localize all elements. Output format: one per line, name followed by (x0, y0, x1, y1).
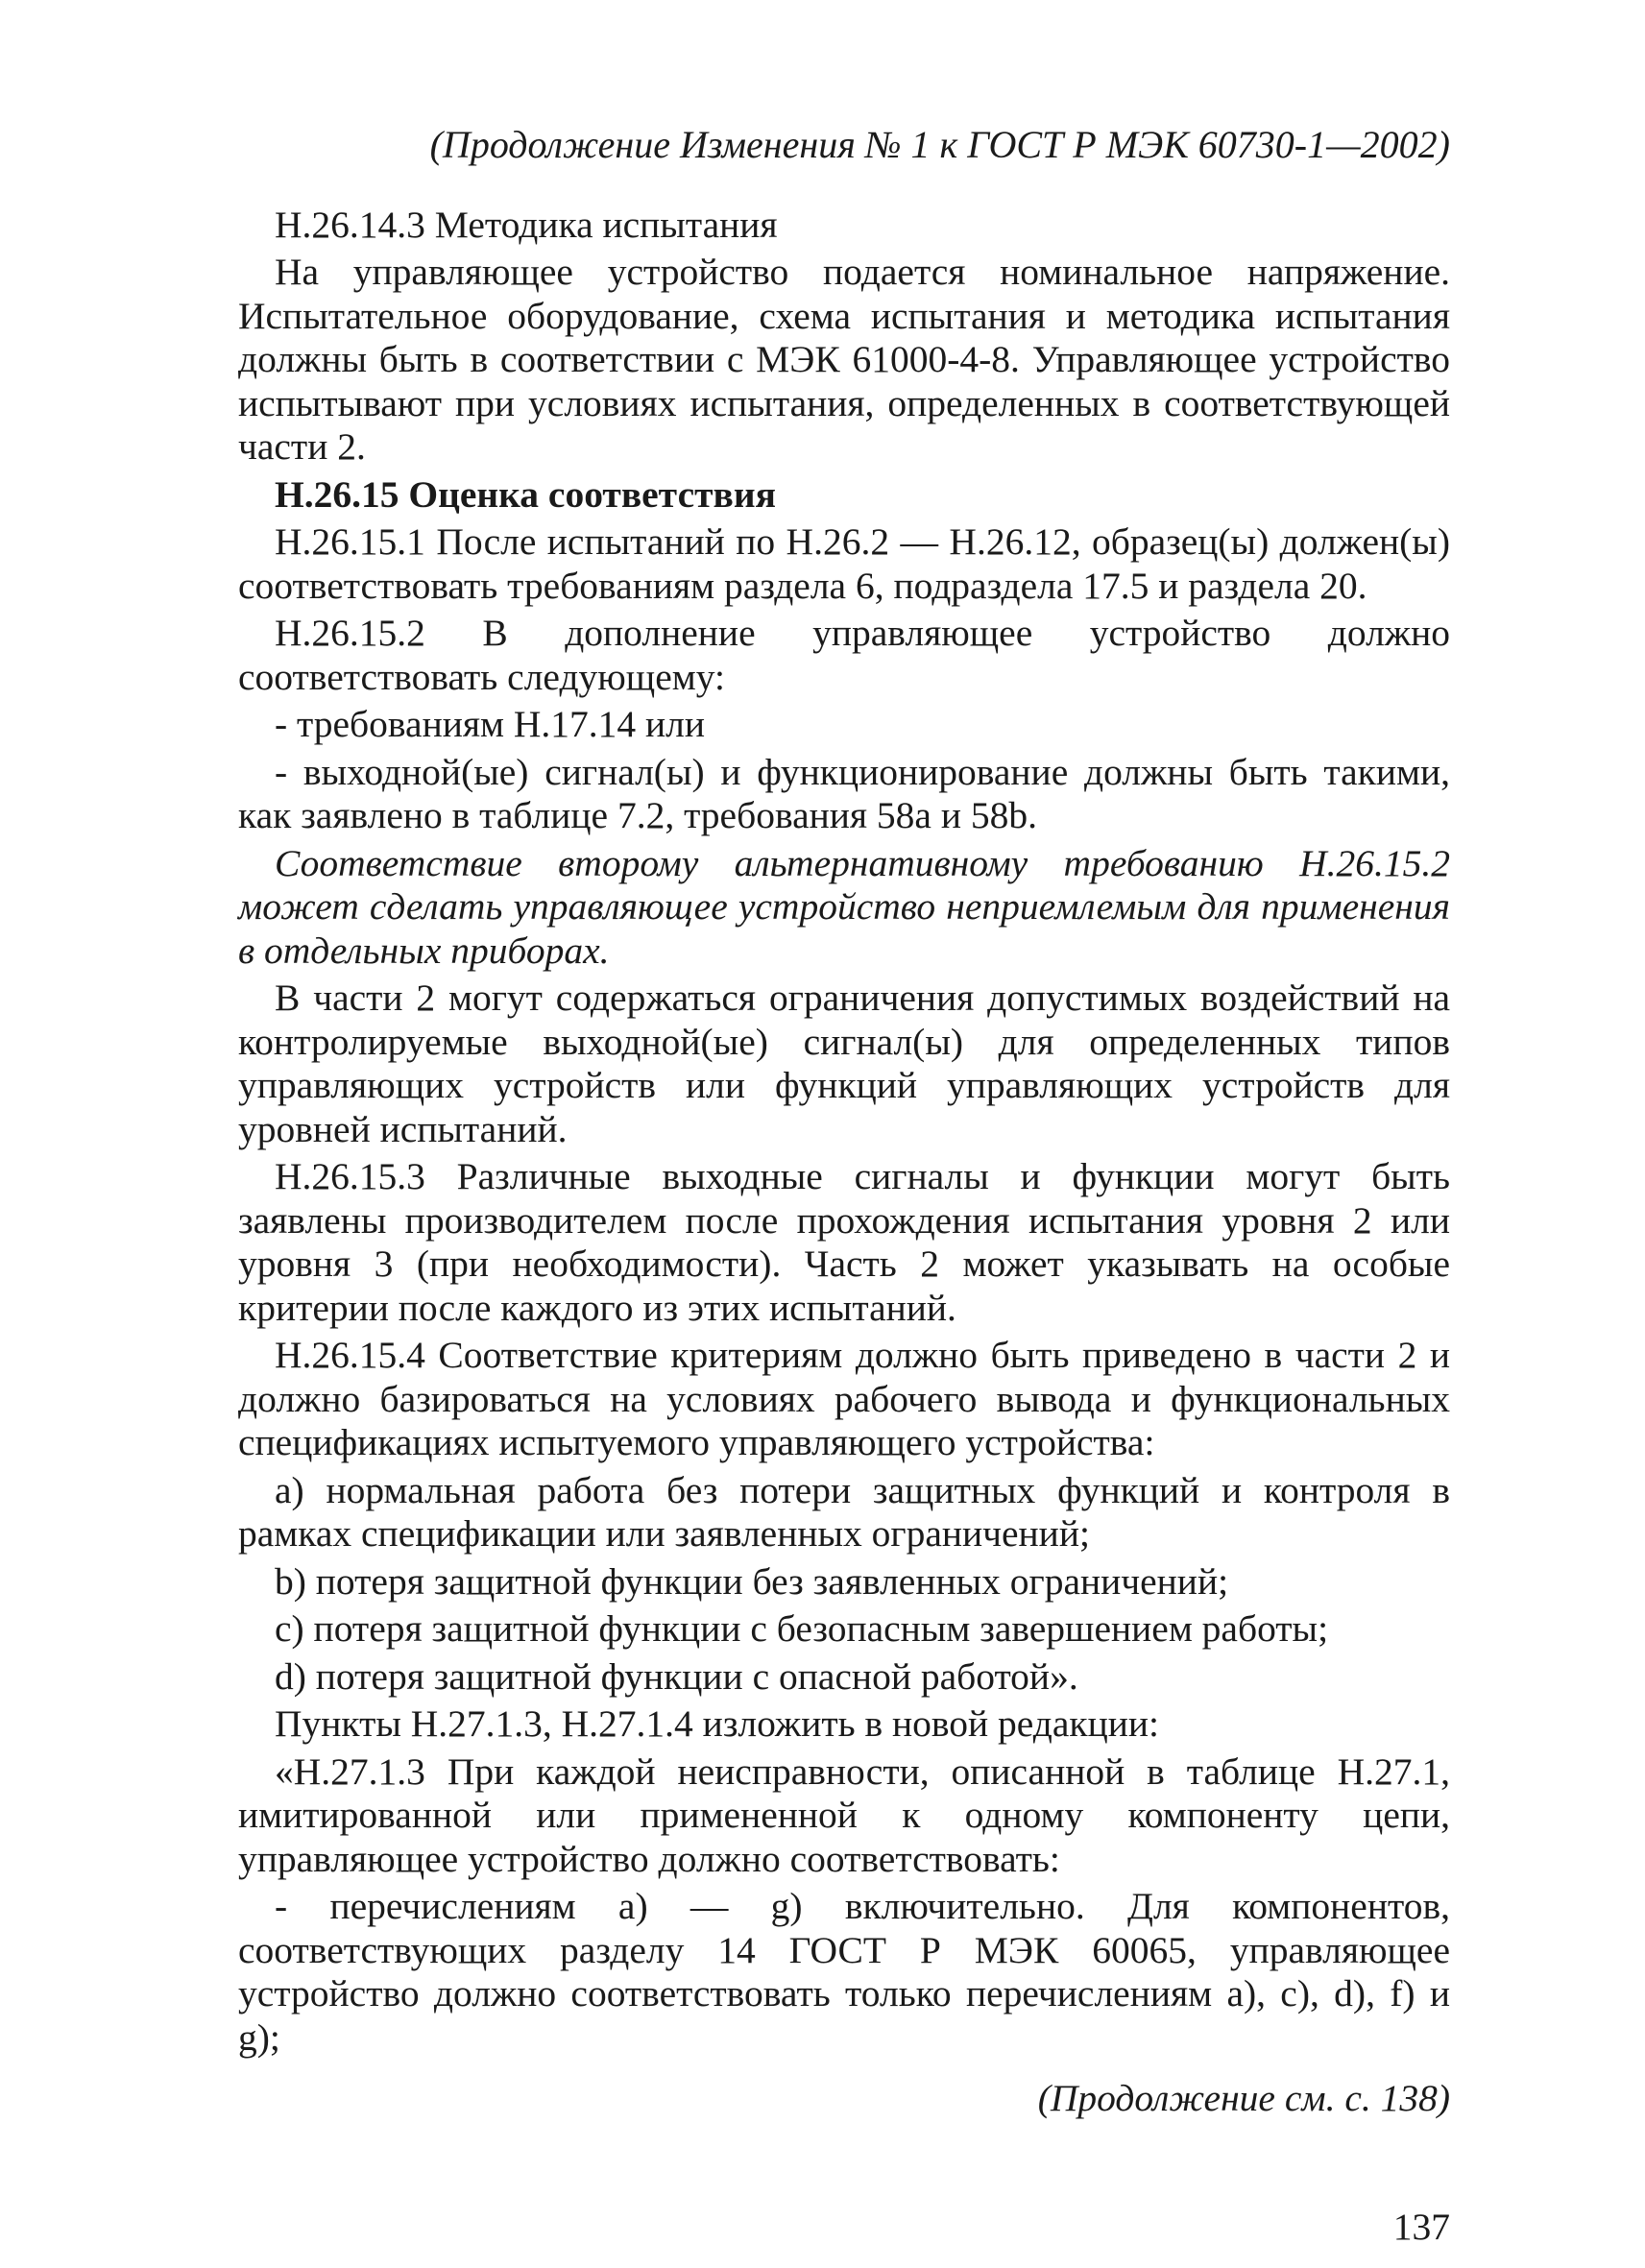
paragraph: d) потеря защитной функции с опасной работой». (275, 1654, 1078, 1698)
paragraph: - требованиям Н.17.14 или (275, 703, 706, 745)
paragraph: - выходной(ые) сигнал(ы) и функционирование должны быть такими, как заявлено в таблице 7.2, требования 58а и 58b. (238, 750, 1450, 836)
paragraph: - перечислениям а) — g) включительно. Для компонентов, соответствующих разделу 14 ГОСТ Р МЭК 60065, управляющее устройство должно соответствовать только перечислениям а), с), d), f) и g); (238, 1885, 1450, 2059)
paragraph: На управляющее устройство подается номинальное напряжение. Испытательное оборудование, схема испытания и методика испытания должны быть в соответствии с МЭК 61000-4-8. Управляющее устройство испытывают при условиях испытания, определенных в соответствующей части 2. (238, 251, 1450, 468)
paragraph: Пункты Н.27.1.3, Н.27.1.4 изложить в новой редакции: (275, 1702, 1160, 1745)
paragraph: b) потеря защитной функции без заявленных ограничений; (275, 1559, 1229, 1603)
body-text (238, 204, 1450, 2061)
running-header: (Продолжение Изменения № 1 к ГОСТ Р МЭК 60730-1—2002) (429, 123, 1450, 166)
paragraph: Н.26.14.3 Методика испытания (275, 203, 778, 246)
paragraph: Н.26.15.3 Различные выходные сигналы и функции могут быть заявлены производителем после прохождения испытания уровня 2 или уровня 3 (при необходимости). Часть 2 может указывать на особые критерии после каждого из этих испытаний. (238, 1155, 1450, 1329)
section-heading: Н.26.15 Оценка соответствия (275, 472, 776, 516)
paragraph: а) нормальная работа без потери защитных функций и контроля в рамках спецификации или заявленных ограничений; (238, 1468, 1450, 1555)
page-number: 137 (1392, 2205, 1450, 2248)
document-page (238, 123, 1450, 2249)
paragraph: «Н.27.1.3 При каждой неисправности, описанной в таблице Н.27.1, имитированной или примененной к одному компоненту цепи, управляющее устройство должно соответствовать: (238, 1749, 1450, 1880)
paragraph: Соответствие второму альтернативному требованию Н.26.15.2 может сделать управляющее устройство неприемлемым для применения в отдельных приборах. (238, 841, 1450, 972)
paragraph: Н.26.15.1 После испытаний по Н.26.2 — Н.26.12, образец(ы) должен(ы) соответствовать требованиям раздела 6, подраздела 17.5 и раздела 20. (238, 520, 1450, 607)
paragraph: Н.26.15.4 Соответствие критериям должно быть приведено в части 2 и должно базироваться на условиях рабочего вывода и функциональных спецификациях испытуемого управляющего устройства: (238, 1334, 1450, 1463)
paragraph: с) потеря защитной функции с безопасным завершением работы; (275, 1607, 1329, 1650)
paragraph: Н.26.15.2 В дополнение управляющее устройство должно соответствовать следующему: (238, 612, 1450, 698)
paragraph: В части 2 могут содержаться ограничения допустимых воздействий на контролируемые выходной(ые) сигнал(ы) для определенных типов управляющих устройств или функций управляющих устройств для уровней испытаний. (238, 977, 1450, 1150)
continuation-note: (Продолжение см. с. 138) (1037, 2077, 1450, 2119)
